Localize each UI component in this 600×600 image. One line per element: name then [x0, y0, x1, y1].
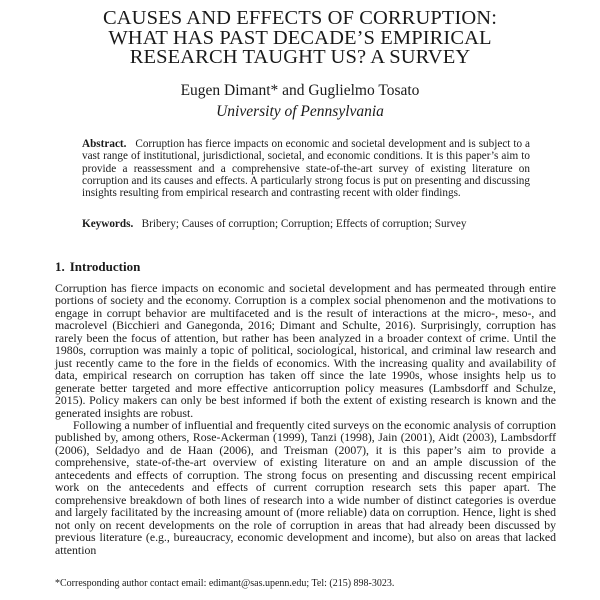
body-paragraph-2: Following a number of influential and frequently cited surveys on the economic analysis of corruption published by, among others, Rose-Ackerman (1999), Tanzi (1998), Jain (2001), Aidt (2003), Lambsdorff (2006), Seldadyo and de Haan (2006), and Treisman (2007), it is this paper’s aim to provide a comprehensive, state-of-the-art overview of existing literature on and an ample discussion of the antecedents and effects of corruption. The strong focus on presenting and discussing recent empirical work on the antecedents and effects of current corruption research sets this paper apart. The comprehensive breakdown of both lines of research into a wide number of distinct categories is overdue and largely facilitated by the increasing amount of (more reliable) data on corruption. Hence, light is shed not only on recent developments on the role of corruption in areas that had already been discussed by previous literature (e.g., bureaucracy, economic development and income), but also on areas that lacked attention: [55, 417, 556, 557]
title-line-3: RESEARCH TAUGHT US? A SURVEY: [129, 46, 471, 68]
keywords-text: Bribery; Causes of corruption; Corruption; Effects of corruption; Survey: [141, 218, 467, 230]
authors: Eugen Dimant* and Guglielmo Tosato: [180, 82, 420, 99]
section-title: Introduction: [69, 259, 141, 274]
keywords-label: Keywords.: [82, 218, 134, 230]
abstract-text: Corruption has fierce impacts on economic and societal development and is subject to a vast range of institutional, jurisdictional, societal, and economic conditions. It is this paper’s aim to provide a reassessment and a comprehensive state-of-the-art survey of existing literature on corruption and its causes and effects. A particularly strong focus is put on presenting and discussing insights resulting from empirical research and contrasting recent with older findings.: [82, 138, 530, 200]
abstract-label: Abstract.: [82, 138, 127, 150]
keywords: [82, 218, 530, 230]
title-line-2: WHAT HAS PAST DECADE’S EMPIRICAL: [108, 26, 492, 49]
body-text: [55, 282, 556, 556]
paper-title: [0, 9, 600, 68]
body-paragraph-1: Corruption has fierce impacts on economic and societal development and has permeated through entire portions of society and the economy. Corruption is a complex social phenomenon and the motivations to engage in corrupt behavior are multifaceted and is the result of interactions at the micro-, meso-, and macrolevel (Bicchieri and Ganegonda, 2016; Dimant and Schulte, 2016). Surprisingly, corruption has rarely been the focus of attention, but rather has been analyzed in a broader context of crime. Until the 1980s, corruption was mainly a topic of political, sociological, historical, and criminal law research and just recently came to the fore in the fields of economics. With the increasing quality and availability of data, empirical research on corruption has taken off since the late 1990s, whose insights help us to generate better targeted and more effective anticorruption policy measures (Lambsdorff and Schulze, 2015). Policy makers can only be best informed if both the extent of existing research is known and the generated insights are robust.: [55, 281, 556, 420]
affiliation: University of Pennsylvania: [216, 103, 384, 120]
section-heading: [55, 259, 145, 275]
section-number: 1.: [55, 259, 65, 274]
title-line-1: CAUSES AND EFFECTS OF CORRUPTION:: [102, 7, 498, 29]
abstract: [82, 138, 530, 199]
footnote: *Corresponding author contact email: edimant@sas.upenn.edu; Tel: (215) 898-3023.: [55, 578, 395, 589]
